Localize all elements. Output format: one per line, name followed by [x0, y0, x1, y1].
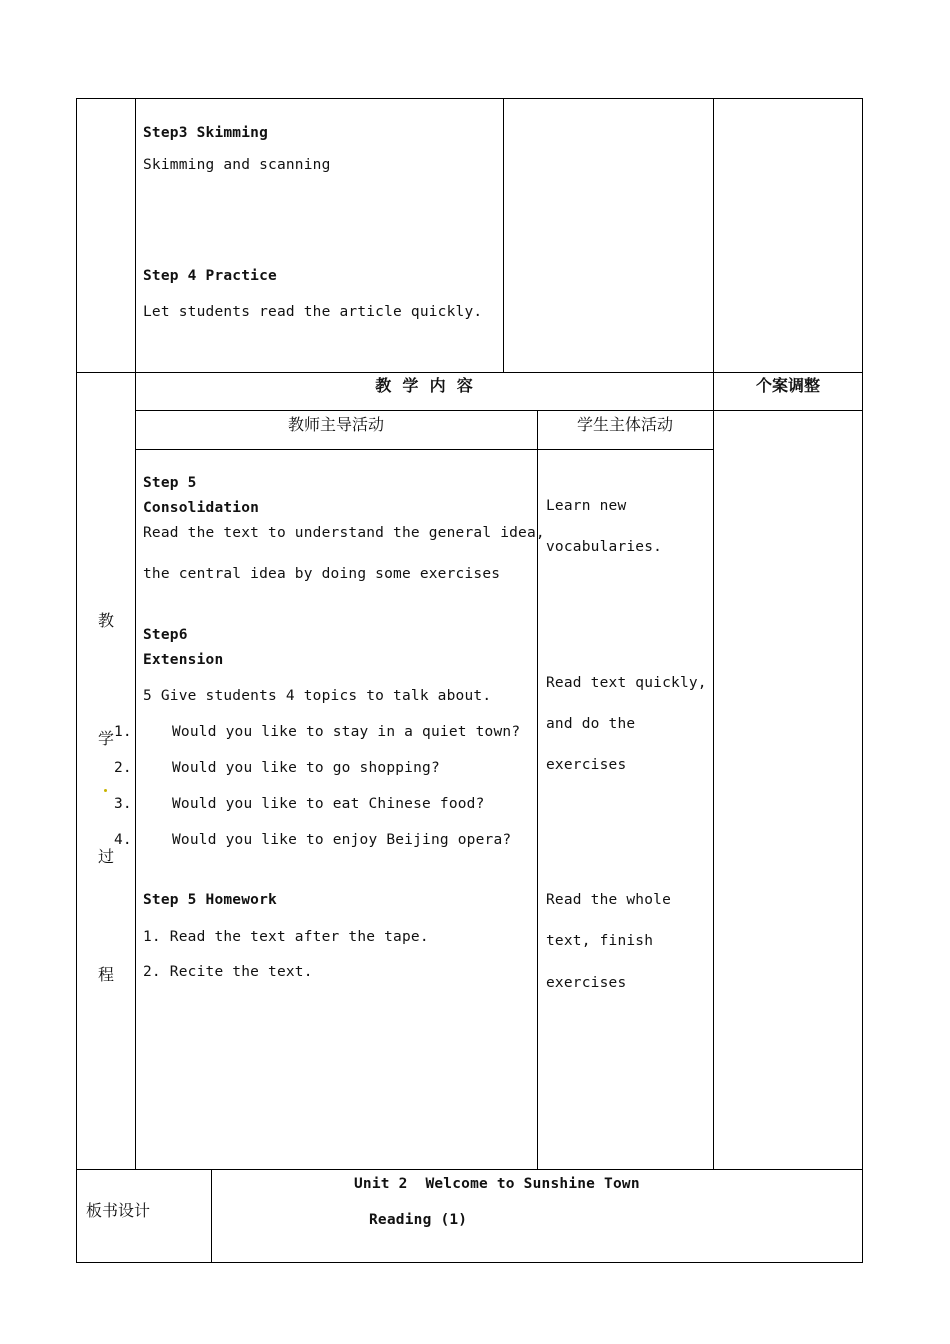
table-rule-board-start [76, 1169, 863, 1170]
student-activity-2-line-1: Read text quickly, [546, 675, 707, 691]
homework-item: 1. Read the text after the tape. [143, 929, 429, 945]
process-char-4: 程 [98, 965, 115, 984]
topic-text: Would you like to stay in a quiet town? [172, 724, 521, 740]
table-border-right [862, 98, 863, 1263]
step4-text: Let students read the article quickly. [143, 304, 483, 320]
topic-number: 2. [114, 760, 132, 776]
topic-text: Would you like to go shopping? [172, 760, 440, 776]
student-activity-2-line-2: and do the [546, 716, 636, 732]
step5-line-2: the central idea by doing some exercises [143, 566, 501, 582]
process-char-3: 过 [98, 847, 115, 866]
table-border-left [76, 98, 77, 1263]
step5-title: Step 5 [143, 475, 197, 491]
board-line-1: Unit 2 Welcome to Sunshine Town [354, 1176, 640, 1192]
table-border-top [76, 98, 863, 99]
table-rule-label-col [135, 98, 136, 1170]
table-rule-top-middle [503, 98, 504, 373]
student-activity-2-line-3: exercises [546, 757, 627, 773]
teaching-content-header: 教 学 内 容 [375, 376, 473, 395]
table-rule-top-section-end [76, 372, 863, 373]
table-rule-board-label [211, 1169, 212, 1263]
step6-title: Step6 [143, 627, 188, 643]
topic-text: Would you like to enjoy Beijing opera? [172, 832, 512, 848]
step4-title: Step 4 Practice [143, 268, 277, 284]
stray-mark [104, 789, 107, 792]
student-activity-3-line-1: Read the whole [546, 892, 672, 908]
homework-title: Step 5 Homework [143, 892, 277, 908]
case-adjust-header: 个案调整 [755, 376, 820, 395]
homework-item: 2. Recite the text. [143, 964, 313, 980]
board-line-2: Reading (1) [369, 1212, 468, 1228]
table-border-bottom [76, 1262, 863, 1263]
student-activity-1-line-2: vocabularies. [546, 539, 663, 555]
topic-number: 1. [114, 724, 132, 740]
student-activity-header: 学生主体活动 [576, 415, 673, 434]
student-activity-1-line-1: Learn new [546, 498, 627, 514]
board-design-label: 板书设计 [86, 1201, 151, 1220]
topic-text: Would you like to eat Chinese food? [172, 796, 485, 812]
student-activity-3-line-3: exercises [546, 975, 627, 991]
process-char-1: 教 [98, 611, 115, 630]
step6-subtitle: Extension [143, 652, 224, 668]
student-activity-3-line-2: text, finish [546, 933, 654, 949]
teacher-activity-header: 教师主导活动 [287, 415, 384, 434]
step3-text: Skimming and scanning [143, 157, 331, 173]
process-char-2: 学 [98, 729, 115, 748]
table-rule-header [135, 410, 863, 411]
step5-subtitle: Consolidation [143, 500, 260, 516]
topic-number: 4. [114, 832, 132, 848]
table-rule-adjust-col [713, 98, 714, 1170]
topic-number: 3. [114, 796, 132, 812]
step6-intro: 5 Give students 4 topics to talk about. [143, 688, 492, 704]
step3-title: Step3 Skimming [143, 125, 269, 141]
table-rule-subheader [135, 449, 713, 450]
step5-line-1: Read the text to understand the general idea, [143, 525, 545, 541]
